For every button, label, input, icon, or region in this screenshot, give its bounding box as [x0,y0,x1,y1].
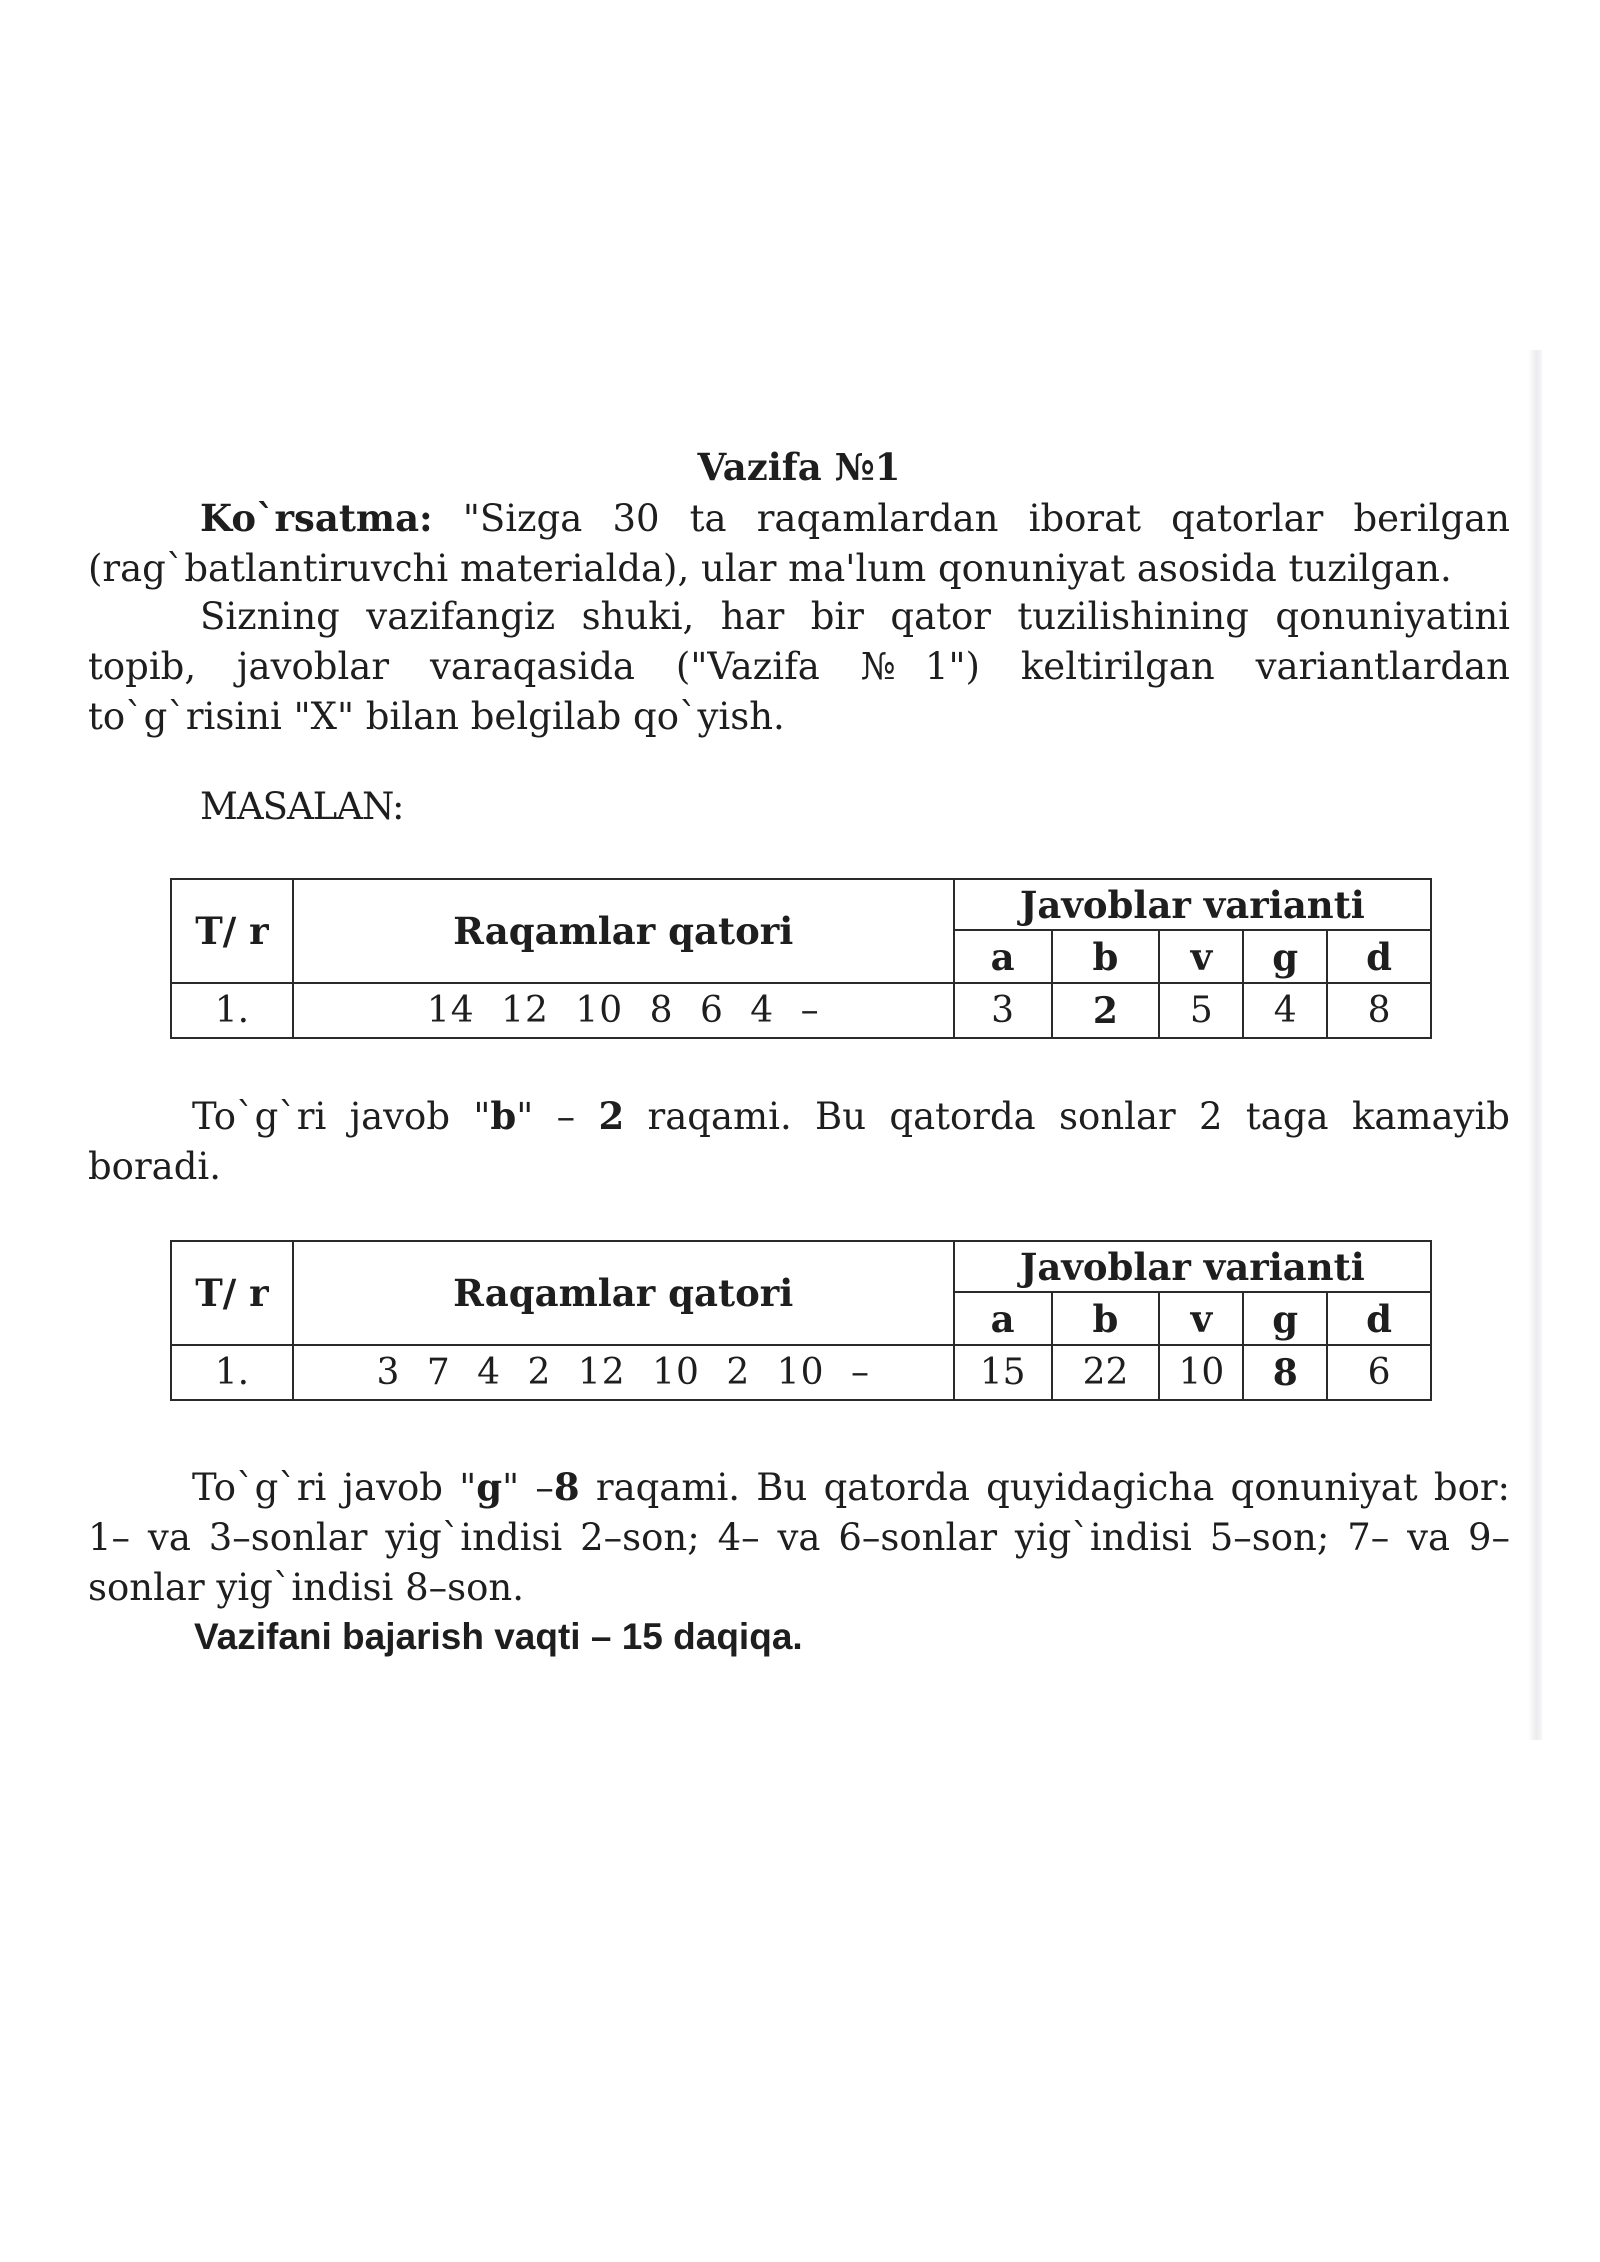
row-sequence: 3 7 4 2 12 10 2 10 – [293,1345,954,1400]
header-num: T/ r [171,1241,293,1345]
explanation-1-pre: To`g`ri javob " [192,1095,491,1138]
option-g: g [1243,930,1327,983]
explanation-2-post: raqami. Bu qatorda quyidagicha qonuniyat bor: 1– va 3–sonlar yig`indisi 2–son; 4– va 6–sonlar yig`indisi 5–son; 7– va 9–sonlar yig`indisi 8–son. [88,1466,1511,1609]
explanation-1-post: raqami. Bu qatorda sonlar 2 taga kamayib boradi. [88,1095,1510,1188]
example-table-2 [170,1240,1432,1401]
table-row [171,983,1431,1038]
explanation-1 [88,1091,1510,1192]
answer-g: 8 [1243,1345,1327,1400]
instruction-paragraph [88,493,1510,594]
header-num: T/ r [171,879,293,983]
explanation-1-number: 2 [598,1094,625,1138]
instruction-text: "Sizga 30 ta raqamlardan iborat qatorlar berilgan (rag`batlantiruvchi materialda), ular ma'lum qonuniyat asosida tuzilgan. [88,497,1510,590]
explanation-2 [88,1462,1510,1613]
explanation-2-pre: To`g`ri javob " [192,1466,477,1509]
header-variants: Javoblar varianti [954,1241,1431,1292]
task-paragraph: Sizning vazifangiz shuki, har bir qator tuzilishining qonuniyatini topib, javoblar varaqasida ("Vazifa №1") keltirilgan variantlardan to`g`risini "X" bilan belgilab qo`yish. [88,595,1510,738]
row-num: 1. [171,983,293,1038]
page-edge-shadow [1528,350,1542,1740]
answer-v: 5 [1159,983,1243,1038]
option-d: d [1327,1292,1431,1345]
option-b: b [1052,930,1160,983]
example-table-1 [170,878,1432,1039]
explanation-1-letter: b [490,1094,517,1138]
answer-d: 6 [1327,1345,1431,1400]
explanation-2-letter: g [476,1465,503,1509]
option-d: d [1327,930,1431,983]
answer-b: 22 [1052,1345,1160,1400]
time-note: Vazifani bajarish vaqti – 15 daqiqa. [194,1616,803,1657]
option-v: v [1159,930,1243,983]
answer-b: 2 [1052,983,1160,1038]
header-variants: Javoblar varianti [954,879,1431,930]
answer-a: 15 [954,1345,1052,1400]
answer-v: 10 [1159,1345,1243,1400]
option-g: g [1243,1292,1327,1345]
page-title: Vazifa №1 [697,445,901,489]
explanation-2-mid: " – [502,1466,554,1509]
option-b: b [1052,1292,1160,1345]
option-a: a [954,930,1052,983]
option-a: a [954,1292,1052,1345]
answer-a: 3 [954,983,1052,1038]
answer-g: 4 [1243,983,1327,1038]
row-sequence: 14 12 10 8 6 4 – [293,983,954,1038]
instruction-label: Ko`rsatma: [200,496,433,540]
table-row [171,1345,1431,1400]
example-label: MASALAN: [200,785,404,828]
option-v: v [1159,1292,1243,1345]
answer-d: 8 [1327,983,1431,1038]
header-row: Raqamlar qatori [293,1241,954,1345]
explanation-2-number: 8 [553,1465,580,1509]
explanation-1-mid: " – [516,1095,599,1138]
header-row: Raqamlar qatori [293,879,954,983]
row-num: 1. [171,1345,293,1400]
